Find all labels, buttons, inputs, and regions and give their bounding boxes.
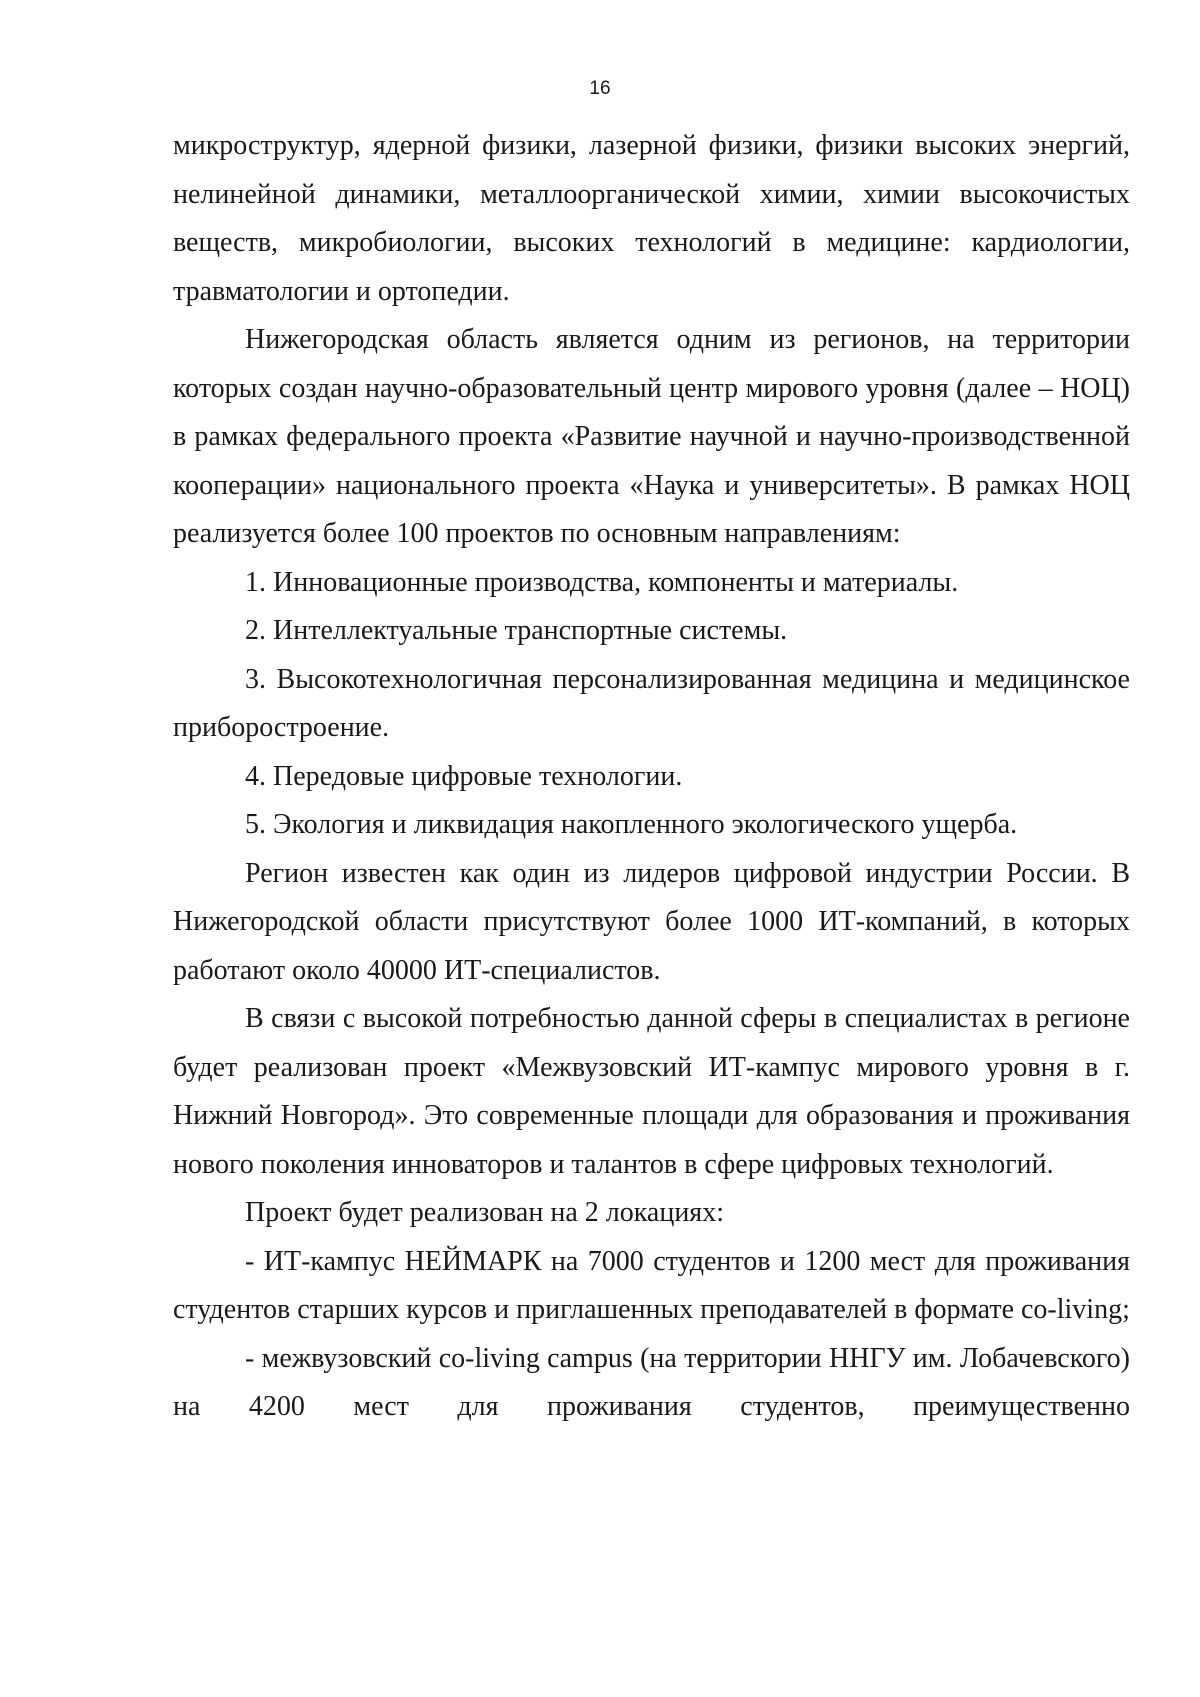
list-item-4: 4. Передовые цифровые технологии. bbox=[245, 760, 683, 792]
paragraph-it-campus: В связи с высокой потребностью данной сферы в специалистах в регионе будет реализован проект «Межвузовский ИТ-кампус мирового уровня в г. Нижний Новгород». Это современные площади для образования и проживания нового поколения инноваторов и талантов в сфере цифровых технологий. bbox=[173, 1003, 1130, 1180]
paragraph-digital-industry: Регион известен как один из лидеров цифровой индустрии России. В Нижегородской области присутствуют более 1000 ИТ-компаний, в которых работают около 40000 ИТ-специалистов. bbox=[173, 857, 1130, 986]
paragraph-noc: Нижегородская область является одним из регионов, на территории которых создан научно-образовательный центр мирового уровня (далее – НОЦ) в рамках федерального проекта «Развитие научной и научно-производственной кооперации» национального проекта «Наука и университеты». В рамках НОЦ реализуется более 100 проектов по основным направлениям: bbox=[173, 324, 1130, 549]
paragraph-research-areas: микроструктур, ядерной физики, лазерной физики, физики высоких энергий, нелинейной динамики, металлоорганической химии, химии высокочистых веществ, микробиологии, высоких технологий в медицине: кардиологии, травматологии и ортопедии. bbox=[173, 130, 1130, 307]
document-body bbox=[173, 122, 1130, 1432]
location-item-coliving: - межвузовский co-living campus (на территории ННГУ им. Лобачевского) на 4200 мест для проживания студентов, преимущественно bbox=[173, 1342, 1130, 1422]
list-item-1: 1. Инновационные производства, компоненты и материалы. bbox=[245, 566, 959, 598]
list-item-2: 2. Интеллектуальные транспортные системы. bbox=[245, 615, 788, 646]
location-item-neymark: - ИТ-кампус НЕЙМАРК на 7000 студентов и 1200 мест для проживания студентов старших курсов и приглашенных преподавателей в формате co-living; bbox=[173, 1245, 1130, 1325]
list-item-3: 3. Высокотехнологичная персонализированная медицина и медицинское приборостроение. bbox=[173, 663, 1130, 743]
list-item-5: 5. Экология и ликвидация накопленного экологического ущерба. bbox=[245, 809, 1018, 840]
paragraph-locations: Проект будет реализован на 2 локациях: bbox=[245, 1197, 724, 1228]
page-number: 16 bbox=[589, 78, 611, 99]
